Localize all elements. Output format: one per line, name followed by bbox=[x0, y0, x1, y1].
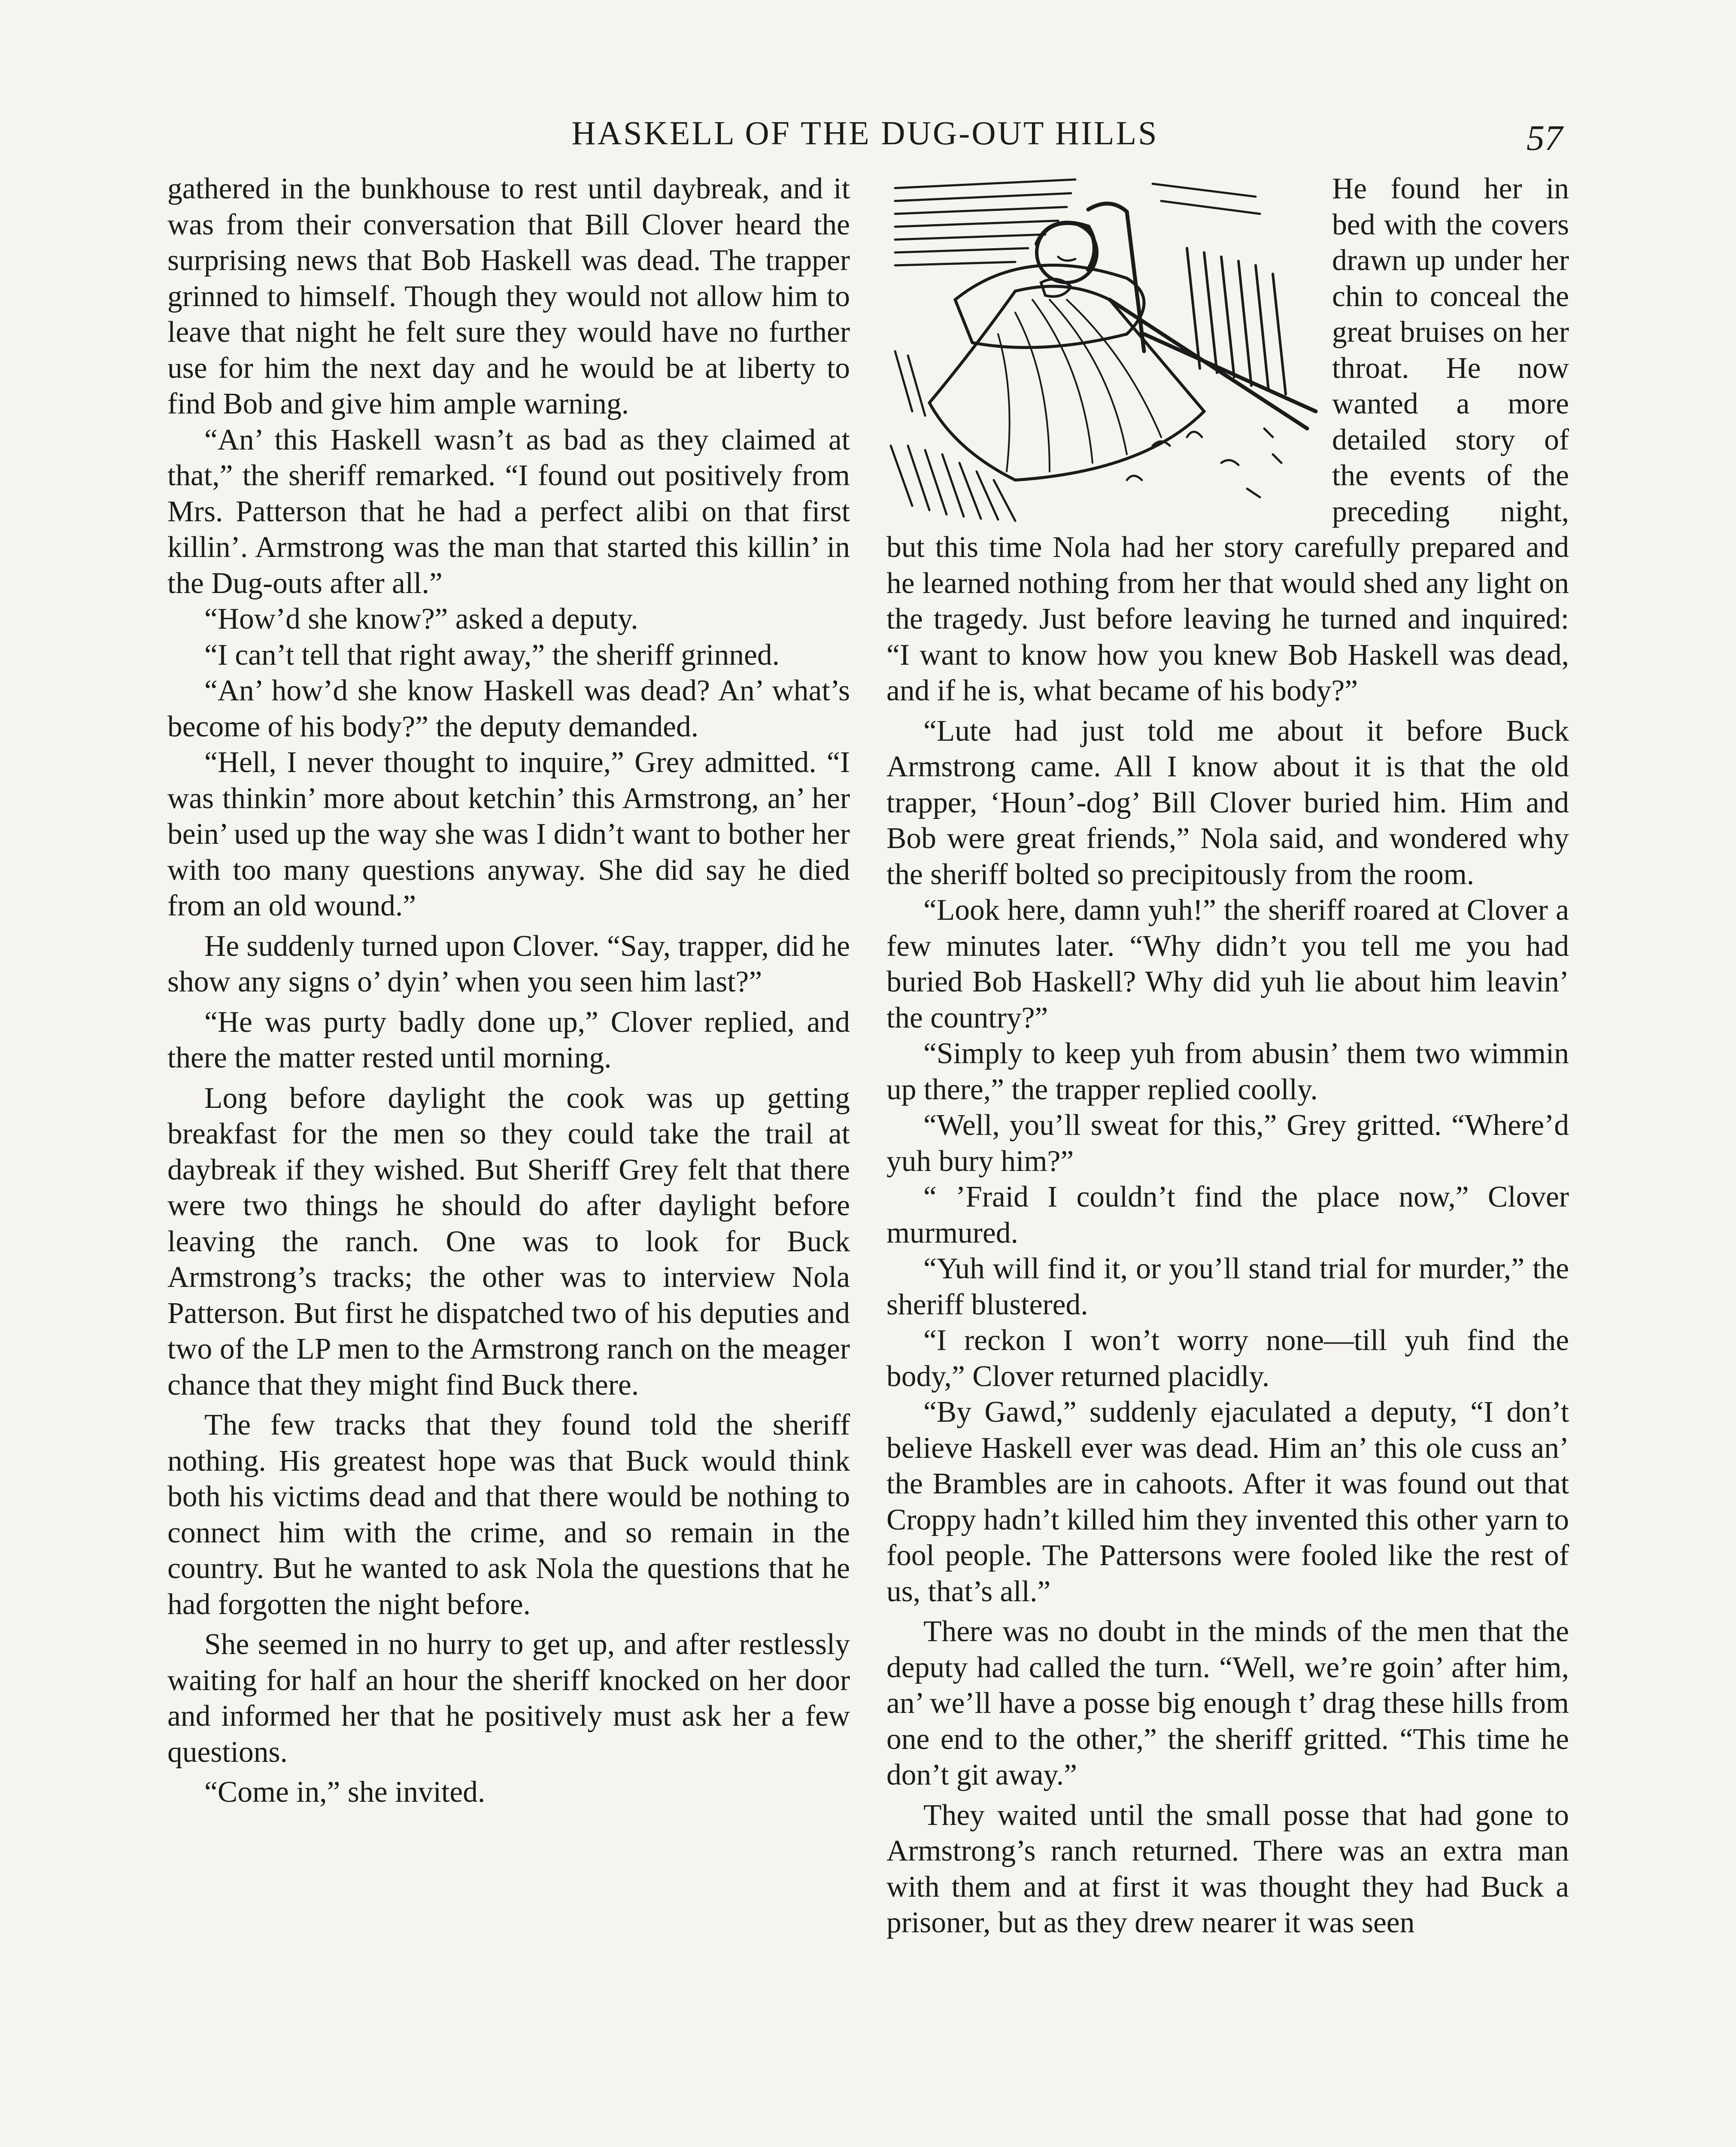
paragraph: They waited until the small posse that had gone to Armstrong’s ranch returned. There was an extra man with them and at first it was thought they had Buck a prisoner, but as they drew nearer it was seen bbox=[886, 1798, 1569, 1939]
paragraph: She seemed in no hurry to get up, and after restlessly waiting for half an hour the sheriff knocked on her door and informed her that he positively must ask her a few questions. bbox=[167, 1628, 850, 1769]
paragraph: “An’ this Haskell wasn’t as bad as they claimed at that,” the sheriff remarked. “I found out positively from Mrs. Patterson that he had a perfect alibi on that first killin’. Armstrong was the man that started this killin’ in the Dug-outs after all.” bbox=[167, 423, 850, 600]
left-column bbox=[167, 171, 850, 2147]
paragraph: He found her in bed with the covers drawn up under her chin to conceal the great bruises on her throat. He now wanted a more detailed story of the events of the preceding night, but this time Nola had her story carefully prepared and he learned nothing from her that would shed any light on the tragedy. Just before leaving he turned and inquired: “I want to know how you knew Bob Haskell was dead, and if he is, what became of his body?” bbox=[886, 172, 1569, 707]
paragraph: “Simply to keep yuh from abusin’ them two wimmin up there,” the trapper replied coolly. bbox=[886, 1037, 1569, 1106]
paragraph: gathered in the bunkhouse to rest until daybreak, and it was from their conversation that Bill Clover heard the surprising news that Bob Haskell was dead. The trapper grinned to himself. Though they would not allow him to leave that night he felt sure they would have no further use for him the next day and he would be at liberty to find Bob and give him ample warning. bbox=[167, 172, 850, 420]
bed-illustration-icon bbox=[886, 171, 1321, 523]
paragraph: “Well, you’ll sweat for this,” Grey gritted. “Where’d yuh bury him?” bbox=[886, 1109, 1569, 1178]
right-column bbox=[886, 171, 1569, 2147]
page-number: 57 bbox=[1527, 118, 1563, 158]
paragraph: “He was purty badly done up,” Clover replied, and there the matter rested until morning. bbox=[167, 1005, 850, 1074]
paragraph: “How’d she know?” asked a deputy. bbox=[204, 602, 638, 636]
paragraph: The few tracks that they found told the sheriff nothing. His greatest hope was that Buck would think both his victims dead and that there would be nothing to connect him with the crime, and so remain in the country. But he wanted to ask Nola the questions that he had forgotten the night before. bbox=[167, 1408, 850, 1621]
paragraph: “Lute had just told me about it before Buck Armstrong came. All I know about it is that the old trapper, ‘Houn’-dog’ Bill Clover buried him. Him and Bob were great friends,” Nola said, and wondered why the sheriff bolted so precipitously from the room. bbox=[886, 714, 1569, 891]
paragraph: “Come in,” she invited. bbox=[204, 1776, 486, 1809]
paragraph: “I can’t tell that right away,” the sheriff grinned. bbox=[204, 638, 780, 672]
paragraph: He suddenly turned upon Clover. “Say, trapper, did he show any signs o’ dyin’ when you seen him last?” bbox=[167, 929, 850, 998]
paragraph: Long before daylight the cook was up getting breakfast for the men so they could take the trail at daybreak if they wished. But Sheriff Grey felt that there were two things he should do after daylight before leaving the ranch. One was to look for Buck Armstrong’s tracks; the other was to interview Nola Patterson. But first he dispatched two of his deputies and two of the LP men to the Armstrong ranch on the meager chance that they might find Buck there. bbox=[167, 1081, 850, 1402]
paragraph: There was no doubt in the minds of the men that the deputy had called the turn. “Well, we’re goin’ after him, an’ we’ll have a posse big enough t’ drag these hills from one end to the other,” the sheriff gritted. “This time he don’t git away.” bbox=[886, 1615, 1569, 1791]
page-header bbox=[167, 109, 1563, 157]
paragraph: “ ’Fraid I couldn’t find the place now,” Clover murmured. bbox=[886, 1180, 1569, 1250]
paragraph: “I reckon I won’t worry none—till yuh find the body,” Clover returned placidly. bbox=[886, 1324, 1569, 1393]
running-head: HASKELL OF THE DUG-OUT HILLS bbox=[571, 114, 1159, 152]
paragraph: “Look here, damn yuh!” the sheriff roared at Clover a few minutes later. “Why didn’t you tell me you had buried Bob Haskell? Why did yuh lie about him leavin’ the country?” bbox=[886, 894, 1569, 1034]
paragraph: “Yuh will find it, or you’ll stand trial for murder,” the sheriff blustered. bbox=[886, 1252, 1569, 1321]
paragraph: “By Gawd,” suddenly ejaculated a deputy, “I don’t believe Haskell ever was dead. Him an’ this ole cuss an’ the Brambles are in cahoots. After it was found out that Croppy hadn’t killed him they invented this other yarn to fool people. The Pattersons were fooled like the rest of us, that’s all.” bbox=[886, 1396, 1569, 1608]
paragraph: “Hell, I never thought to inquire,” Grey admitted. “I was thinkin’ more about ketchin’ this Armstrong, an’ her bein’ used up the way she was I didn’t want to bother her with too many questions anyway. She did say he died from an old wound.” bbox=[167, 746, 850, 922]
paragraph: “An’ how’d she know Haskell was dead? An’ what’s become of his body?” the deputy demanded. bbox=[167, 674, 850, 743]
